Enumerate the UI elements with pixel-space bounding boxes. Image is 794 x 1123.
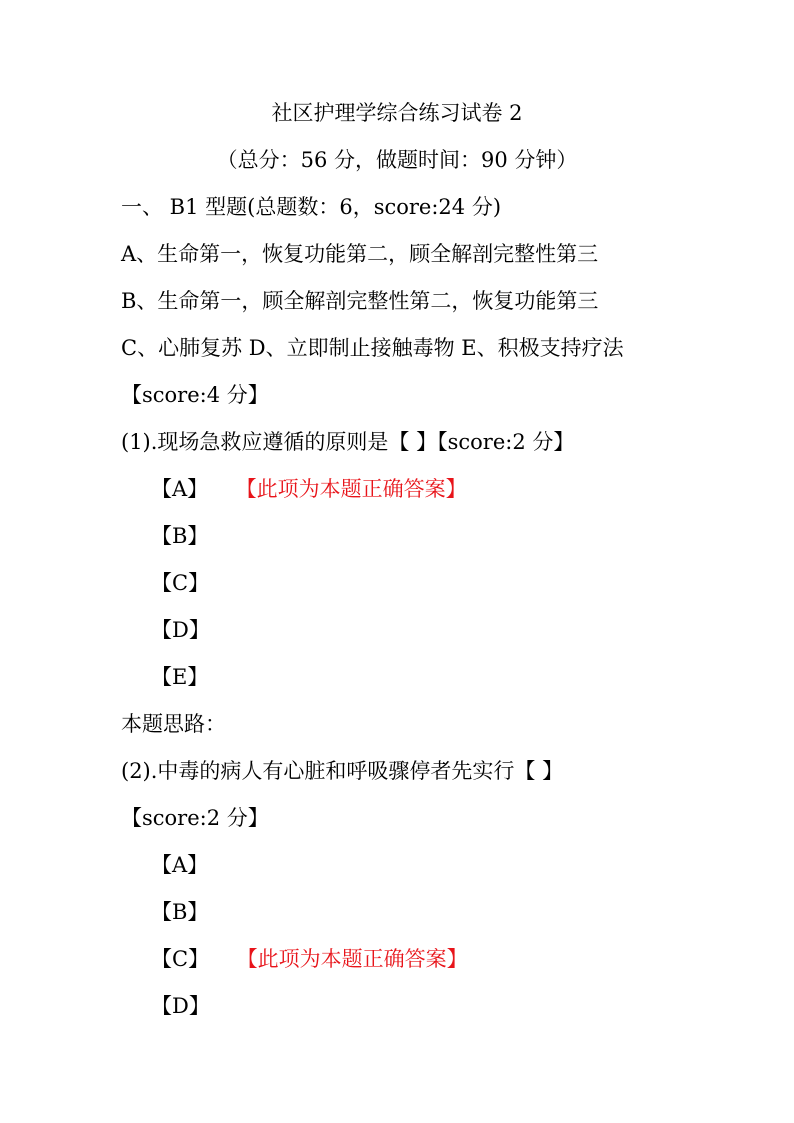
option-label: 【A】 (151, 477, 209, 501)
option-label: 【C】 (151, 947, 210, 971)
question-2-score: 【score:2 分】 (121, 806, 269, 830)
shared-option-b: B、生命第一，顾全解剖完整性第二，恢复功能第三 (121, 289, 599, 313)
question-1-analysis-label: 本题思路： (121, 712, 226, 736)
group-score: 【score:4 分】 (121, 383, 269, 407)
question-1-option-a (151, 475, 467, 503)
shared-option-cde: C、心肺复苏 D、立即制止接触毒物 E、积极支持疗法 (121, 336, 624, 360)
question-2-option-d: 【D】 (151, 994, 210, 1018)
correct-answer-mark: 【此项为本题正确答案】 (247, 947, 468, 971)
question-1-option-b: 【B】 (151, 524, 209, 548)
doc-title: 社区护理学综合练习试卷 2 (271, 101, 523, 125)
section-heading: 一、 B1 型题(总题数：6，score:24 分) (121, 195, 502, 219)
question-2-option-a: 【A】 (151, 853, 209, 877)
question-1-stem: (1).现场急救应遵循的原则是【 】【score:2 分】 (121, 430, 575, 454)
question-1-option-d: 【D】 (151, 618, 210, 642)
shared-option-a: A、生命第一，恢复功能第二，顾全解剖完整性第三 (121, 242, 599, 266)
question-1-option-c: 【C】 (151, 571, 210, 595)
doc-subtitle: （总分：56 分，做题时间：90 分钟） (216, 148, 578, 172)
correct-answer-mark: 【此项为本题正确答案】 (246, 477, 467, 501)
question-2-option-b: 【B】 (151, 900, 209, 924)
question-1-option-e: 【E】 (151, 665, 209, 689)
question-2-option-c (151, 945, 468, 973)
question-2-stem: (2).中毒的病人有心脏和呼吸骤停者先实行【 】 (121, 759, 564, 783)
